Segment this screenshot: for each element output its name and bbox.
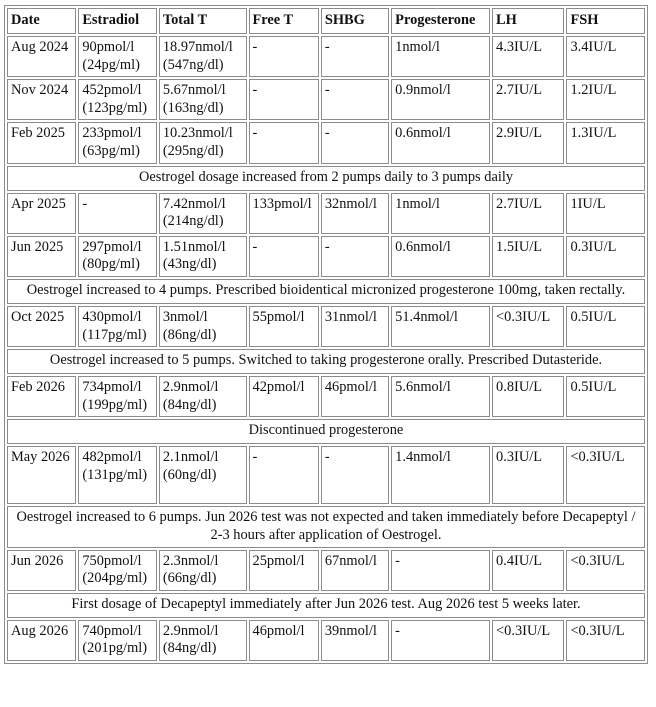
cell-total-t [159, 79, 247, 120]
estradiol-pg: (80pg/ml) [82, 256, 140, 273]
cell-free-t: - [249, 122, 319, 163]
cell-progesterone: 1nmol/l [391, 36, 490, 77]
cell-total-t [159, 36, 247, 77]
cell-progesterone: 1.4nmol/l [391, 446, 490, 504]
cell-shbg: - [321, 446, 389, 504]
cell-lh: 2.9IU/L [492, 122, 564, 163]
treatment-note-row [7, 506, 645, 547]
cell-lh: 1.5IU/L [492, 236, 564, 277]
cell-date: Feb 2025 [7, 122, 76, 163]
total-t-ng: (547ng/dl) [162, 56, 224, 73]
treatment-note: Oestrogel increased to 6 pumps. Jun 2026 test was not expected and taken immediately before Decapeptyl / 2-3 hours after application of Oestrogel. [7, 506, 645, 547]
cell-shbg: 31nmol/l [321, 306, 389, 347]
cell-shbg: - [321, 122, 389, 163]
total-t-nmol: 1.51nmol/l [162, 238, 226, 255]
cell-free-t: 55pmol/l [249, 306, 319, 347]
cell-lh: <0.3IU/L [492, 306, 564, 347]
total-t-nmol: 3nmol/l [162, 308, 208, 325]
total-t-ng: (43ng/dl) [162, 256, 217, 273]
estradiol-pg: (63pg/ml) [82, 142, 140, 159]
cell-date: Aug 2026 [7, 620, 76, 661]
total-t-nmol: 7.42nmol/l [162, 195, 226, 212]
estradiol-pg: (199pg/ml) [82, 396, 148, 413]
estradiol-pmol: 452pmol/l [82, 82, 142, 99]
estradiol-pg: (201pg/ml) [82, 640, 148, 657]
column-header-total-t: Total T [159, 8, 247, 34]
column-header-date: Date [7, 8, 76, 34]
cell-date: Jun 2026 [7, 550, 76, 591]
total-t-nmol: 2.1nmol/l [162, 449, 219, 466]
total-t-nmol: 10.23nmol/l [162, 125, 233, 142]
estradiol-pg: (131pg/ml) [82, 466, 148, 483]
cell-progesterone: 0.9nmol/l [391, 79, 490, 120]
table-row [7, 122, 645, 163]
total-t-nmol: 2.3nmol/l [162, 552, 219, 569]
total-t-nmol: 18.97nmol/l [162, 39, 233, 55]
table-row [7, 550, 645, 591]
cell-progesterone: 0.6nmol/l [391, 236, 490, 277]
treatment-note-row [7, 419, 645, 444]
cell-free-t: - [249, 79, 319, 120]
cell-lh: <0.3IU/L [492, 620, 564, 661]
estradiol-pg: (123pg/ml) [82, 99, 148, 116]
cell-shbg: 32nmol/l [321, 193, 389, 234]
treatment-note: Oestrogel dosage increased from 2 pumps daily to 3 pumps daily [7, 166, 645, 191]
cell-total-t [159, 306, 247, 347]
cell-estradiol [78, 79, 157, 120]
total-t-nmol: 5.67nmol/l [162, 82, 226, 99]
cell-estradiol [78, 550, 157, 591]
cell-total-t [159, 376, 247, 417]
estradiol-pmol: 297pmol/l [82, 238, 142, 255]
cell-lh: 0.8IU/L [492, 376, 564, 417]
cell-shbg: 67nmol/l [321, 550, 389, 591]
cell-fsh: <0.3IU/L [566, 550, 645, 591]
treatment-note-row [7, 279, 645, 304]
cell-progesterone: 1nmol/l [391, 193, 490, 234]
cell-free-t: - [249, 236, 319, 277]
cell-total-t [159, 620, 247, 661]
total-t-ng: (86ng/dl) [162, 326, 217, 343]
column-header-free-t: Free T [249, 8, 319, 34]
cell-shbg: - [321, 236, 389, 277]
cell-free-t: - [249, 446, 319, 504]
table-row [7, 306, 645, 347]
total-t-ng: (84ng/dl) [162, 396, 217, 413]
total-t-ng: (66ng/dl) [162, 570, 217, 587]
estradiol-pmol: 750pmol/l [82, 552, 142, 569]
cell-estradiol [78, 306, 157, 347]
estradiol-pg: (24pg/ml) [82, 56, 140, 73]
table-row [7, 620, 645, 661]
total-t-nmol: 2.9nmol/l [162, 379, 219, 396]
table-row [7, 376, 645, 417]
cell-shbg: - [321, 79, 389, 120]
cell-date: Feb 2026 [7, 376, 76, 417]
treatment-note: Oestrogel increased to 4 pumps. Prescribed bioidentical micronized progesterone 100mg, taken rectally. [7, 279, 645, 304]
column-header-lh: LH [492, 8, 564, 34]
table-row [7, 236, 645, 277]
cell-fsh: 3.4IU/L [566, 36, 645, 77]
cell-lh: 0.3IU/L [492, 446, 564, 504]
column-header-shbg: SHBG [321, 8, 389, 34]
column-header-estradiol: Estradiol [78, 8, 157, 34]
table-row [7, 446, 645, 504]
cell-free-t: 133pmol/l [249, 193, 319, 234]
cell-fsh: 0.5IU/L [566, 306, 645, 347]
cell-lh: 4.3IU/L [492, 36, 564, 77]
cell-shbg: 39nmol/l [321, 620, 389, 661]
header-row [7, 8, 645, 34]
cell-progesterone: 0.6nmol/l [391, 122, 490, 163]
hormone-lab-results-table [4, 5, 648, 664]
cell-fsh: <0.3IU/L [566, 446, 645, 504]
estradiol-pmol: 740pmol/l [82, 622, 142, 639]
cell-estradiol [78, 376, 157, 417]
cell-estradiol [78, 36, 157, 77]
treatment-note-row [7, 166, 645, 191]
cell-fsh: 1IU/L [566, 193, 645, 234]
table-row [7, 36, 645, 77]
cell-shbg: - [321, 36, 389, 77]
cell-free-t: 25pmol/l [249, 550, 319, 591]
cell-progesterone: 5.6nmol/l [391, 376, 490, 417]
cell-progesterone: - [391, 550, 490, 591]
estradiol-pmol: 233pmol/l [82, 125, 142, 142]
cell-free-t: - [249, 36, 319, 77]
estradiol-pmol: 482pmol/l [82, 449, 142, 466]
estradiol-pmol: - [82, 195, 88, 212]
total-t-nmol: 2.9nmol/l [162, 622, 219, 639]
cell-estradiol [78, 446, 157, 504]
total-t-ng: (84ng/dl) [162, 640, 217, 657]
total-t-ng: (60ng/dl) [162, 466, 217, 483]
cell-lh: 0.4IU/L [492, 550, 564, 591]
cell-free-t: 42pmol/l [249, 376, 319, 417]
cell-fsh: 1.3IU/L [566, 122, 645, 163]
treatment-note: First dosage of Decapeptyl immediately after Jun 2026 test. Aug 2026 test 5 weeks later. [7, 593, 645, 618]
column-header-fsh: FSH [566, 8, 645, 34]
cell-fsh: 0.5IU/L [566, 376, 645, 417]
cell-date: Jun 2025 [7, 236, 76, 277]
cell-estradiol [78, 193, 157, 234]
total-t-ng: (295ng/dl) [162, 142, 224, 159]
treatment-note: Oestrogel increased to 5 pumps. Switched to taking progesterone orally. Prescribed Dutasteride. [7, 349, 645, 374]
table-row [7, 79, 645, 120]
cell-free-t: 46pmol/l [249, 620, 319, 661]
cell-total-t [159, 236, 247, 277]
cell-progesterone: - [391, 620, 490, 661]
cell-total-t [159, 193, 247, 234]
cell-lh: 2.7IU/L [492, 79, 564, 120]
estradiol-pmol: 734pmol/l [82, 379, 142, 396]
treatment-note: Discontinued progesterone [7, 419, 645, 444]
cell-estradiol [78, 236, 157, 277]
estradiol-pmol: 430pmol/l [82, 308, 142, 325]
treatment-note-row [7, 349, 645, 374]
cell-total-t [159, 446, 247, 504]
estradiol-pmol: 90pmol/l [82, 39, 135, 55]
cell-estradiol [78, 620, 157, 661]
cell-date: Nov 2024 [7, 79, 76, 120]
cell-date: May 2026 [7, 446, 76, 504]
total-t-ng: (163ng/dl) [162, 99, 224, 116]
cell-date: Oct 2025 [7, 306, 76, 347]
estradiol-pg: (117pg/ml) [82, 326, 147, 343]
cell-date: Apr 2025 [7, 193, 76, 234]
cell-shbg: 46pmol/l [321, 376, 389, 417]
cell-fsh: <0.3IU/L [566, 620, 645, 661]
cell-fsh: 1.2IU/L [566, 79, 645, 120]
table-row [7, 193, 645, 234]
cell-estradiol [78, 122, 157, 163]
treatment-note-row [7, 593, 645, 618]
cell-progesterone: 51.4nmol/l [391, 306, 490, 347]
cell-lh: 2.7IU/L [492, 193, 564, 234]
cell-total-t [159, 122, 247, 163]
total-t-ng: (214ng/dl) [162, 213, 224, 230]
cell-total-t [159, 550, 247, 591]
cell-date: Aug 2024 [7, 36, 76, 77]
cell-fsh: 0.3IU/L [566, 236, 645, 277]
estradiol-pg: (204pg/ml) [82, 570, 148, 587]
column-header-progesterone: Progesterone [391, 8, 490, 34]
